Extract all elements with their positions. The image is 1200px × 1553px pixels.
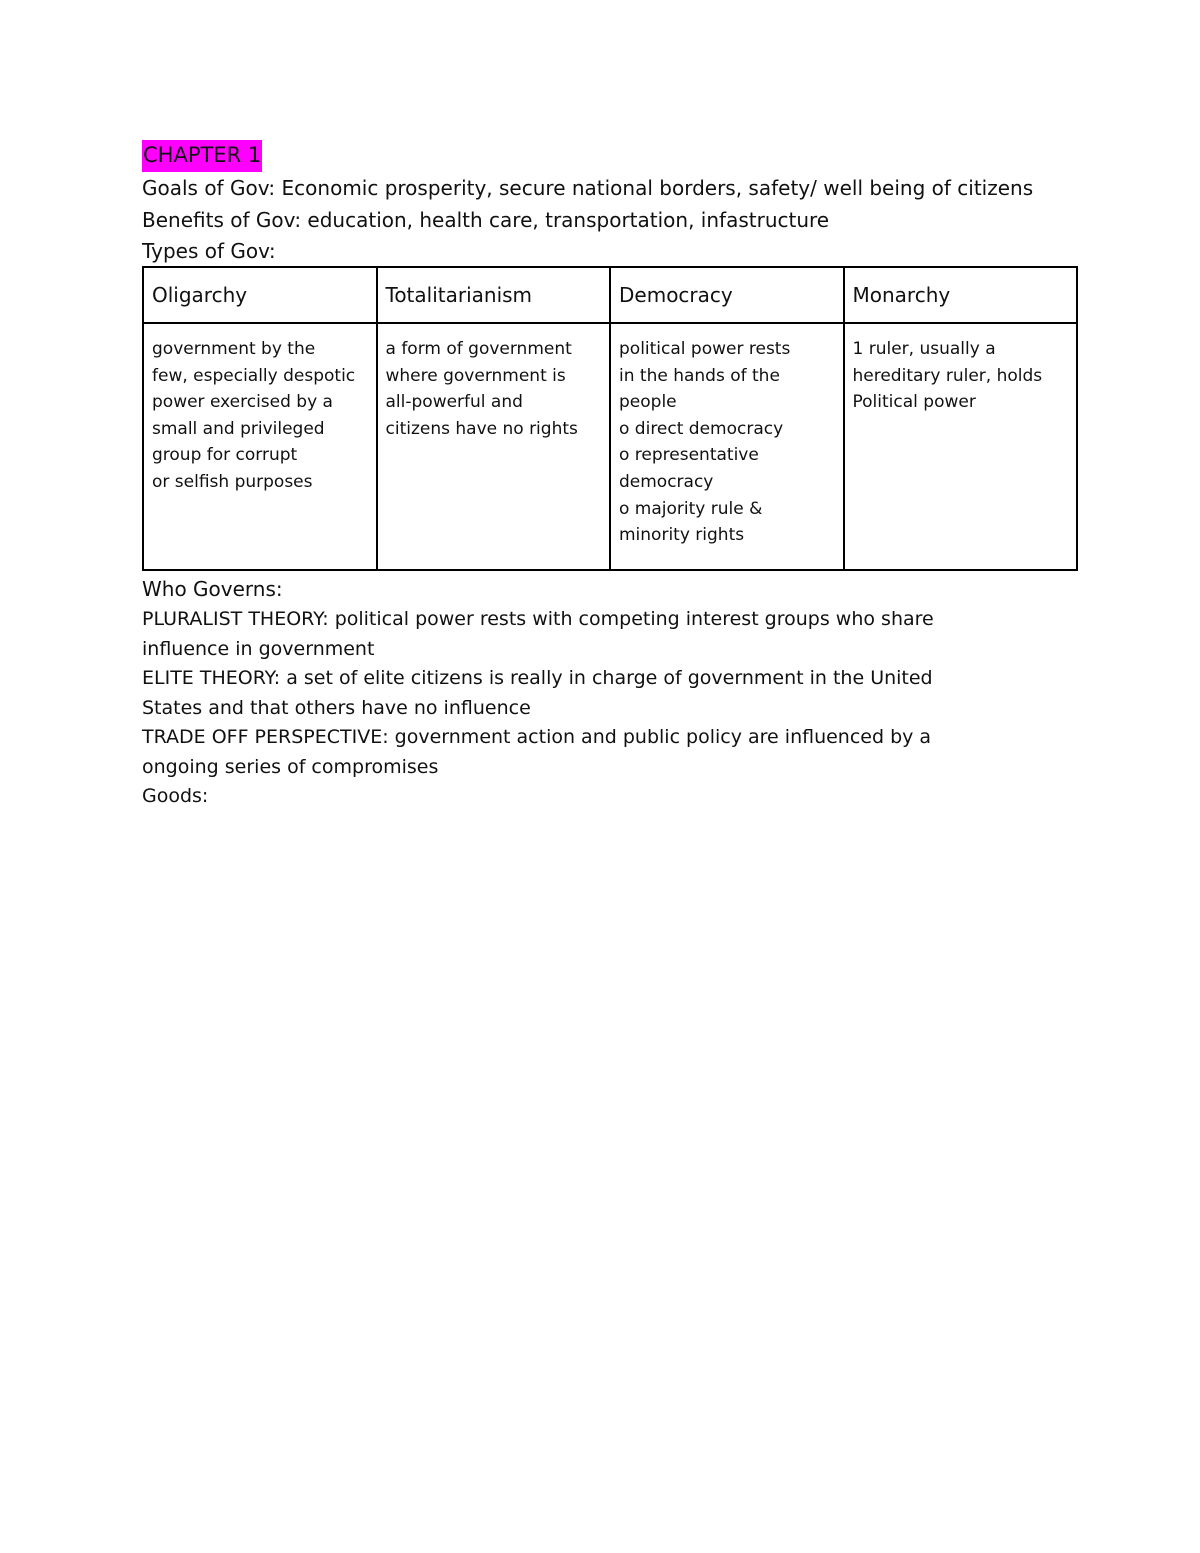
cell-democracy — [610, 323, 844, 570]
cell-line: 1 ruler, usually a — [852, 339, 996, 359]
header-monarchy: Monarchy — [844, 267, 1078, 323]
cell-line: small and privileged — [152, 418, 325, 439]
cell-line: group for corrupt — [152, 445, 298, 466]
header-totalitarianism: Totalitarianism — [377, 267, 611, 323]
cell-line: where government is — [385, 365, 566, 386]
elite-theory — [142, 664, 1082, 723]
cell-line: or selfish purposes — [152, 471, 313, 492]
cell-line: few, especially despotic — [152, 365, 356, 386]
cell-oligarchy — [143, 323, 377, 570]
cell-line: government by the — [152, 339, 316, 359]
cell-line: Political power — [852, 392, 976, 413]
chapter-heading: CHAPTER 1 — [142, 140, 262, 172]
cell-line: political power rests — [619, 339, 791, 359]
gov-types-table — [142, 266, 1078, 571]
table-body-row — [143, 323, 1077, 570]
cell-line: in the hands of the — [619, 365, 780, 386]
cell-line: o representative — [619, 445, 759, 466]
header-oligarchy: Oligarchy — [143, 267, 377, 323]
text-line: TRADE OFF PERSPECTIVE: government action and public policy are influenced by a — [142, 726, 932, 748]
cell-totalitarianism — [377, 323, 611, 570]
text-line: influence in government — [142, 637, 375, 660]
cell-line: people — [619, 392, 677, 413]
text-line: ELITE THEORY: a set of elite citizens is really in charge of government in the United — [142, 667, 933, 689]
cell-line: a form of government — [385, 339, 572, 359]
goods-label: Goods: — [142, 785, 209, 807]
cell-line: citizens have no rights — [385, 418, 578, 439]
types-label: Types of Gov: — [142, 239, 276, 263]
cell-line: o majority rule & — [619, 498, 763, 519]
benefits-line: Benefits of Gov: education, health care, transportation, infastructure — [142, 208, 830, 232]
header-democracy: Democracy — [610, 267, 844, 323]
document-page — [142, 140, 1082, 812]
cell-line: hereditary ruler, holds — [852, 365, 1043, 386]
cell-line: democracy — [619, 471, 714, 492]
cell-line: o direct democracy — [619, 418, 784, 439]
who-governs-heading: Who Governs: — [142, 577, 283, 601]
cell-line: power exercised by a — [152, 392, 333, 413]
cell-line: all-powerful and — [385, 392, 523, 413]
text-line: States and that others have no influence — [142, 696, 531, 719]
goals-line: Goals of Gov: Economic prosperity, secure national borders, safety/ well being of citizens — [142, 176, 1034, 200]
cell-monarchy — [844, 323, 1078, 570]
trade-off-perspective — [142, 723, 1082, 782]
text-line: PLURALIST THEORY: political power rests with competing interest groups who share — [142, 608, 934, 630]
cell-line: minority rights — [619, 525, 745, 546]
table-header-row — [143, 267, 1077, 323]
text-line: ongoing series of compromises — [142, 755, 439, 778]
pluralist-theory — [142, 605, 1082, 664]
